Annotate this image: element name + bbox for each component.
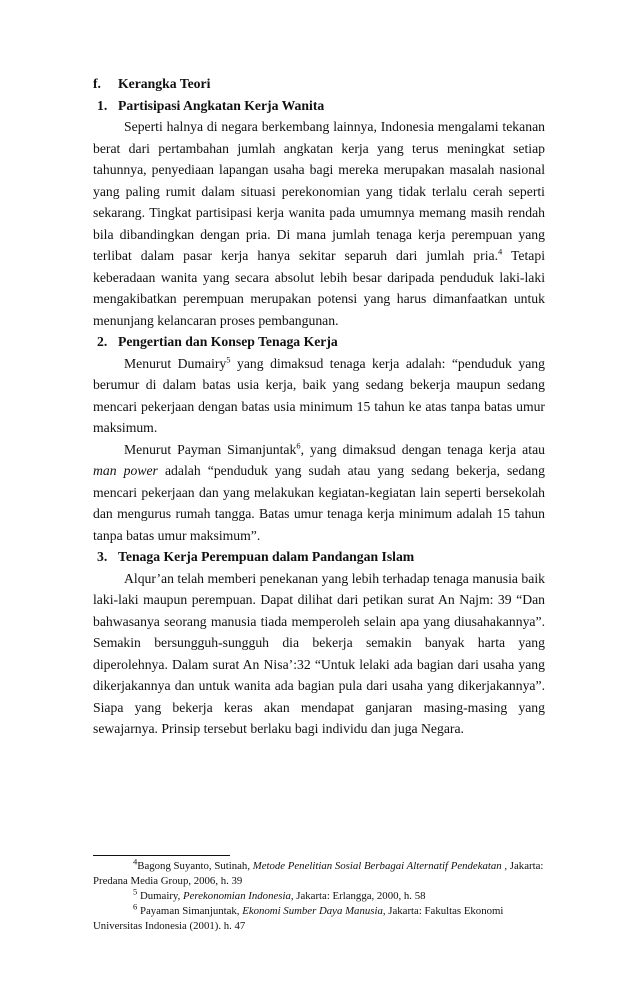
section-letter: f.	[93, 76, 101, 91]
footnote-text: Payaman Simanjuntak,	[137, 905, 243, 917]
footnote-divider	[93, 855, 230, 856]
footnote-4	[93, 856, 545, 889]
footnote-text: , Jakarta: Erlangga, 2000, h. 58	[290, 890, 426, 902]
subsection-heading-3	[93, 546, 545, 568]
footnote-text: , Jakarta: Predana Media Group, 2006, h. 39	[93, 860, 544, 887]
footnote-mark: 4	[133, 856, 138, 867]
subsection-title: Partisipasi Angkatan Kerja Wanita	[118, 97, 325, 113]
subsection-number: 2.	[97, 334, 108, 349]
emphasis-term: man power	[93, 463, 158, 478]
subsection-number: 1.	[97, 97, 108, 113]
paragraph-partisipasi	[93, 116, 545, 331]
footnote-mark: 6	[133, 901, 138, 912]
footnote-title: Ekonomi Sumber Daya Manusia	[242, 905, 383, 917]
paragraph-text: adalah “penduduk yang sudah atau yang sedang bekerja, sedang mencari pekerjaan dan yang melakukan kegiatan-kegiatan lain seperti bersekolah dan mengurus rumah tangga. Batas umur tenaga kerja minimum adalah 15 tahun tanpa batas umur maksimum”.	[93, 463, 545, 543]
footnote-ref-6: 6	[296, 439, 301, 450]
subsection-number: 3.	[97, 549, 108, 564]
paragraph-islam: Alqur’an telah memberi penekanan yang lebih terhadap tenaga manusia baik laki-laki maupun perempuan. Dapat dilihat dari petikan surat An Najm: 39 “Dan bahwasanya seorang manusia tiada memperoleh selain apa yang diusahakannya”. Semakin bersungguh-sungguh dia bekerja semakin banyak harta yang diperolehnya. Dalam surat An Nisa’:32 “Untuk lelaki ada bagian dari usaha yang dikerjakannya dan untuk wanita ada bagian pula dari usaha yang dikerjakannya”. Siapa yang bekerja keras akan mendapat ganjaran masing-masing yang sewajarnya. Prinsip tersebut berlaku bagi individu dan juga Negara.	[93, 570, 545, 736]
footnote-ref-4: 4	[498, 246, 503, 257]
paragraph-text: , yang dimaksud dengan tenaga kerja atau	[300, 441, 545, 457]
subsection-title: Pengertian dan Konsep Tenaga Kerja	[118, 334, 338, 349]
footnote-ref-5: 5	[226, 353, 231, 364]
footnote-text: , Jakarta: Fakultas Ekonomi Universitas Indonesia (2001). h. 47	[93, 905, 504, 932]
footnote-text: Bagong Suyanto, Sutinah,	[137, 860, 253, 872]
footnote-6	[93, 901, 545, 934]
paragraph-text: Seperti halnya di negara berkembang lainnya, Indonesia mengalami tekanan berat dari pertambahan jumlah angkatan kerja yang terus meningkat setiap tahunnya, penyediaan lapangan usaha bagi mereka merupakan masalah nasional yang paling rumit dalam situasi perekonomian yang tidak terlalu cerah seperti sekarang. Tingkat partisipasi kerja wanita pada umumnya memang masih rendah bila dibandingkan dengan pria. Di mana jumlah tenaga kerja perempuan yang terlibat dalam pasar kerja hanya sekitar separuh dari jumlah pria.	[93, 119, 545, 263]
subsection-heading-2	[93, 331, 545, 353]
footnote-mark: 5	[133, 886, 138, 897]
document-page	[93, 73, 545, 740]
paragraph-text: yang dimaksud tenaga kerja adalah: “penduduk yang berumur di dalam batas usia kerja, baik yang sedang bekerja maupun sedang mencari pekerjaan dengan batas usia minimum 15 tahun ke atas tanpa batas umur maksimum.	[93, 355, 545, 435]
subsection-title: Tenaga Kerja Perempuan dalam Pandangan Islam	[118, 549, 415, 564]
paragraph-text: Tetapi keberadaan wanita yang secara absolut lebih besar daripada penduduk laki-laki mengakibatkan perempuan merupakan potensi yang harus dimanfaatkan untuk menunjang kelancaran proses pembangunan.	[93, 248, 546, 328]
subsection-heading-1	[93, 95, 545, 117]
paragraph-text: Menurut Payman Simanjuntak	[124, 441, 297, 457]
paragraph-dumairy	[93, 353, 545, 439]
footnote-title: Metode Penelitian Sosial Berbagai Alternatif Pendekatan	[252, 860, 502, 872]
section-heading	[93, 73, 545, 95]
footnote-text: Dumairy,	[137, 890, 184, 902]
footnote-5	[93, 886, 545, 904]
footnote-title: Perekonomian Indonesia	[183, 890, 291, 902]
section-title: Kerangka Teori	[118, 76, 211, 91]
footnotes	[93, 855, 545, 934]
paragraph-simanjuntak	[93, 439, 545, 547]
paragraph-text: Menurut Dumairy	[124, 355, 227, 371]
